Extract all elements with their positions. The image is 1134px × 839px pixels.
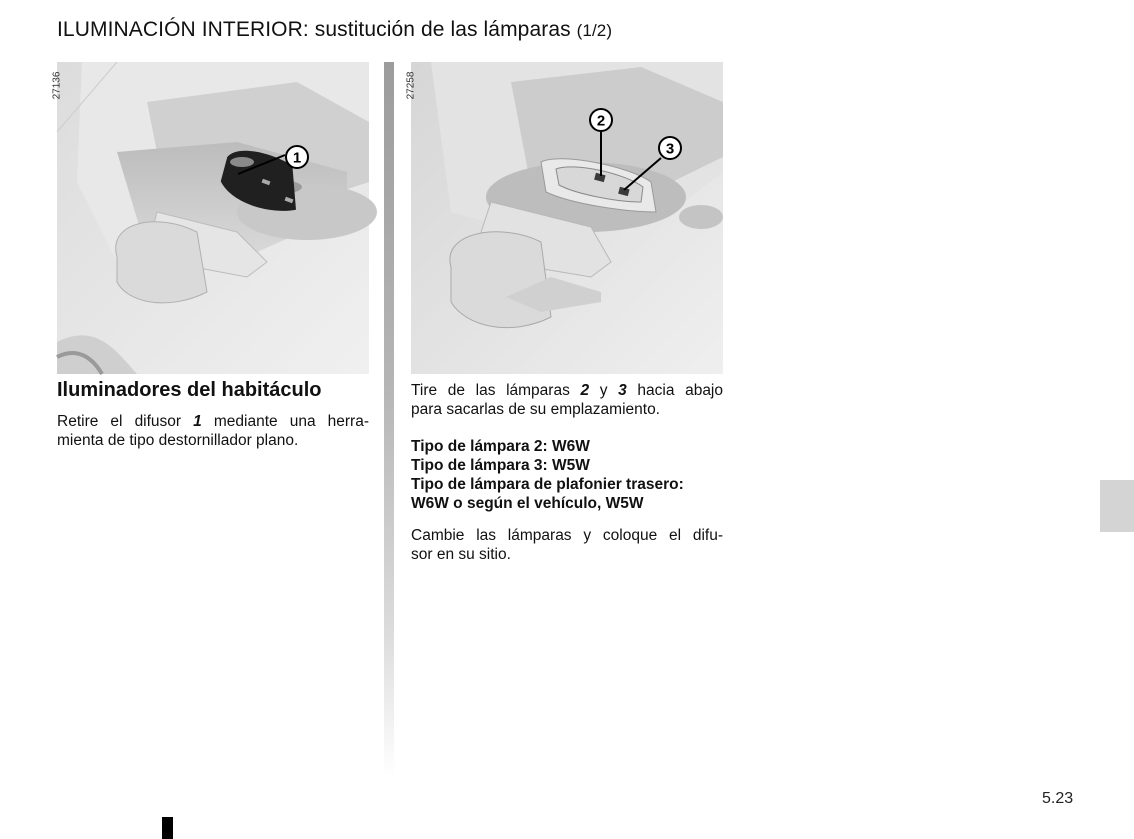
text-run: mediante una herra- xyxy=(201,413,369,430)
lamp-diffuser-illustration xyxy=(57,62,369,374)
section-heading: Iluminadores del habitáculo xyxy=(57,379,322,401)
text-run: Retire el difusor xyxy=(57,413,194,430)
spec-line: Tipo de lámpara de plafonier trasero: xyxy=(411,476,684,493)
text-line xyxy=(411,381,723,400)
callout-3-label: 3 xyxy=(665,140,675,158)
diffuser-instructions xyxy=(57,412,369,450)
text-line: sor en su sitio. xyxy=(411,546,511,563)
figure-code-2 xyxy=(405,62,435,112)
figure-code-1-text: 27136 xyxy=(51,71,63,100)
text-line: Cambie las lámparas y coloque el difu- xyxy=(411,527,723,544)
figure-code-1 xyxy=(51,62,81,112)
spec-line: W6W o según el vehículo, W5W xyxy=(411,495,644,512)
crop-mark xyxy=(162,817,173,839)
figure-lamp-diffuser xyxy=(51,62,369,374)
lamps-removal-illustration xyxy=(411,62,723,374)
callout-1-label: 1 xyxy=(292,149,302,167)
column-divider xyxy=(384,62,394,777)
text-run: hacia abajo xyxy=(626,382,723,399)
text-line xyxy=(57,412,369,431)
page-title-text: ILUMINACIÓN INTERIOR: sustitución de las lámparas xyxy=(57,18,571,41)
ref-3: 3 xyxy=(618,382,627,399)
page-title-suffix: (1/2) xyxy=(576,21,613,40)
figure-code-2-text: 27258 xyxy=(405,71,417,100)
page-number: 5.23 xyxy=(1042,790,1074,807)
page-title xyxy=(57,18,612,42)
spec-line: Tipo de lámpara 3: W5W xyxy=(411,457,590,474)
text-line: para sacarlas de su emplazamiento. xyxy=(411,401,660,418)
lamp-specs xyxy=(411,437,723,513)
figure-lamps-removal xyxy=(405,62,723,374)
lamp-removal-instructions xyxy=(411,381,723,419)
ref-2: 2 xyxy=(580,382,590,399)
ref-1: 1 xyxy=(193,413,202,430)
section-side-tab xyxy=(1100,480,1134,532)
text-run: Tire de las lámparas xyxy=(411,382,581,399)
text-run: y xyxy=(589,382,619,399)
spec-line: Tipo de lámpara 2: W6W xyxy=(411,438,590,455)
text-line: mienta de tipo destornillador plano. xyxy=(57,432,299,449)
callout-2-label: 2 xyxy=(596,112,606,130)
reassembly-instructions xyxy=(411,526,723,564)
